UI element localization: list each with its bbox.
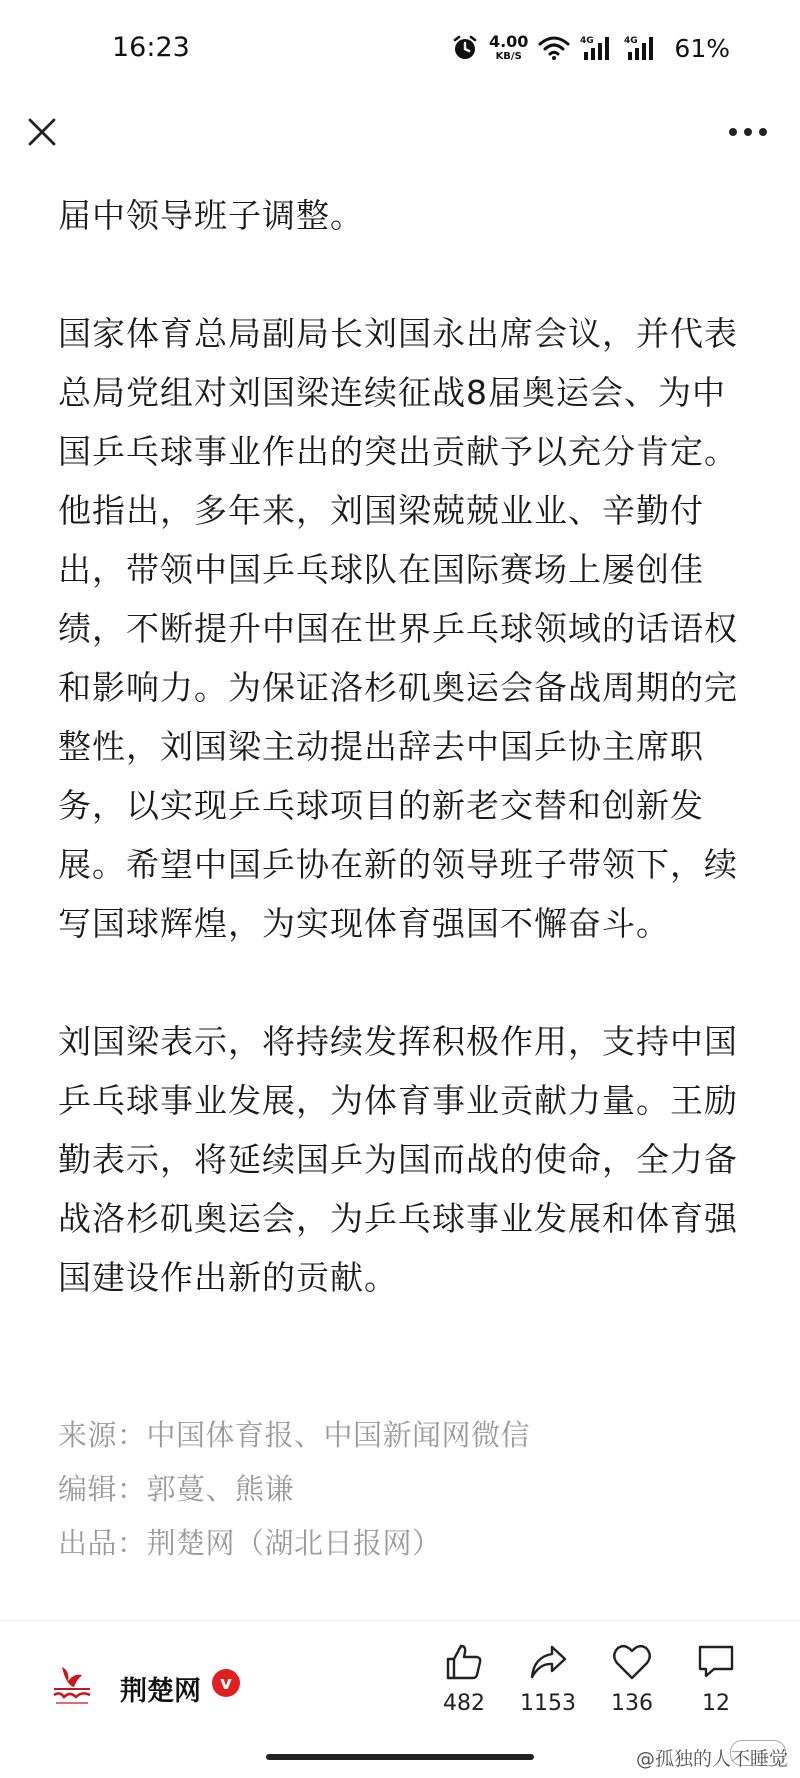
article-body (58, 186, 750, 1307)
publisher-logo[interactable] (44, 1661, 100, 1717)
comment-bubble-icon (696, 1643, 736, 1681)
network-speed-unit: KB/S (495, 51, 522, 62)
top-nav (0, 100, 800, 190)
article-meta (58, 1408, 750, 1570)
close-button[interactable] (18, 108, 66, 156)
status-time: 16:23 (112, 32, 190, 63)
network-speed (489, 34, 528, 62)
wifi-icon (538, 35, 570, 61)
more-options-button[interactable] (720, 108, 776, 156)
producer-line: 出品：荆楚网（湖北日报网） (58, 1526, 442, 1560)
favorite-count: 136 (611, 1691, 653, 1716)
close-icon (27, 117, 57, 147)
like-button[interactable] (424, 1643, 504, 1716)
alarm-clock-icon (451, 34, 479, 62)
verified-badge-icon: v (212, 1669, 240, 1697)
watermark-text: @孤独的人不睡觉 (635, 1748, 788, 1770)
share-arrow-icon (528, 1643, 568, 1681)
signal-label-1: 4G (580, 36, 595, 46)
article-paragraph: 届中领导班子调整。 (58, 196, 364, 235)
signal-4g-icon (580, 34, 614, 62)
source-line: 来源：中国体育报、中国新闻网微信 (58, 1418, 531, 1452)
thumbs-up-icon (444, 1643, 484, 1681)
heart-icon (612, 1643, 652, 1681)
more-dots-icon (728, 127, 768, 137)
favorite-button[interactable] (592, 1643, 672, 1716)
share-button[interactable] (508, 1643, 588, 1716)
comment-button[interactable] (676, 1643, 756, 1716)
editor-line: 编辑：郭蔓、熊谦 (58, 1472, 295, 1506)
status-icons (451, 30, 730, 66)
article-paragraph: 国家体育总局副局长刘国永出席会议，并代表总局党组对刘国梁连续征战8届奥运会、为中国乒乓球事业作出的突出贡献予以充分肯定。他指出，多年来，刘国梁兢兢业业、辛勤付出，带领中国乒乓球队在国际赛场上屡创佳绩，不断提升中国在世界乒乓球领域的话语权和影响力。为保证洛杉矶奥运会备战周期的完整性，刘国梁主动提出辞去中国乒协主席职务，以实现乒乓球项目的新老交替和创新发展。希望中国乒协在新的领导班子带领下，续写国球辉煌，为实现体育强国不懈奋斗。 (58, 314, 738, 943)
signal-label-2: 4G (624, 36, 639, 46)
network-speed-value: 4.00 (488, 32, 529, 51)
share-count: 1153 (520, 1691, 576, 1716)
publisher-name[interactable]: 荆楚网 (120, 1676, 201, 1707)
like-count: 482 (443, 1691, 485, 1716)
comment-count: 12 (702, 1691, 730, 1716)
home-indicator[interactable] (266, 1754, 534, 1760)
battery-level: 61% (674, 33, 730, 63)
signal-4g-secondary-icon (624, 34, 658, 62)
status-bar (0, 0, 800, 100)
article-paragraph: 刘国梁表示，将持续发挥积极作用，支持中国乒乓球事业发展，为体育事业贡献力量。王励勤表示，将延续国乒为国而战的使命，全力备战洛杉矶奥运会，为乒乓球事业发展和体育强国建设作出新的贡献。 (58, 1022, 738, 1297)
